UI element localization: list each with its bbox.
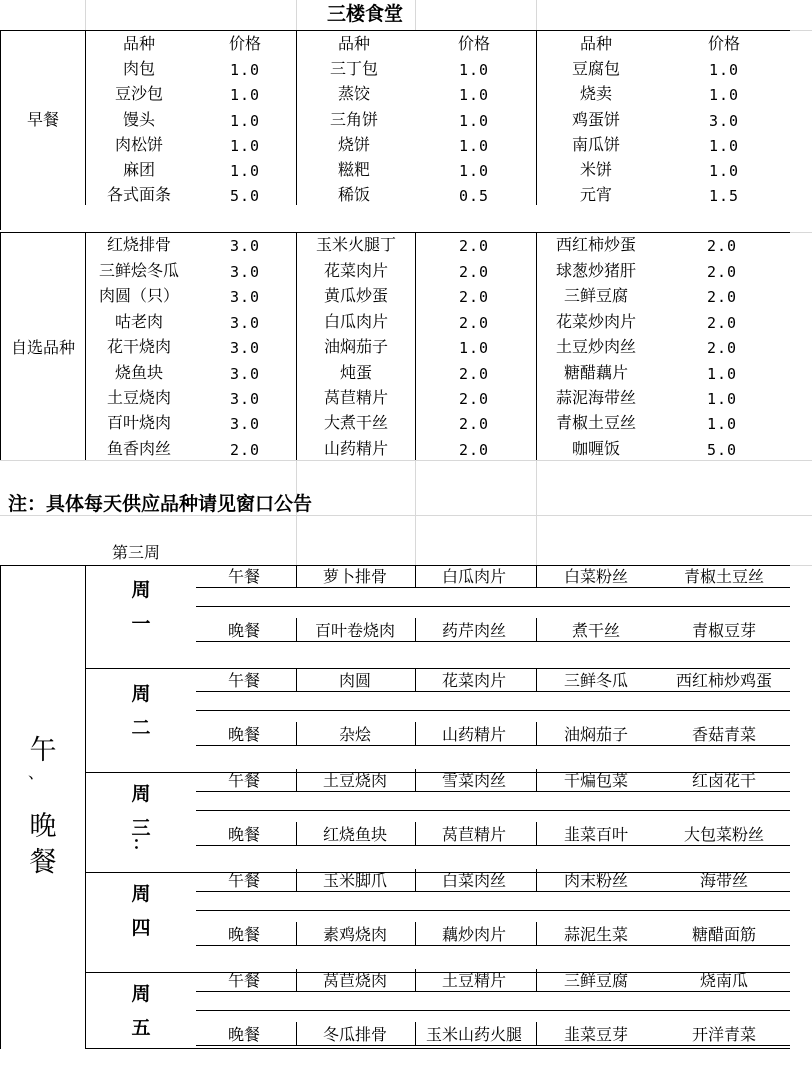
breakfast-item: 豆腐包 [571, 59, 621, 78]
column-header-price: 价格 [457, 34, 491, 53]
grid-line [415, 618, 416, 642]
lunch-dish: 白瓜肉片 [441, 567, 507, 586]
optional-item: 土豆炒肉丝 [555, 337, 637, 356]
grid-line [296, 869, 297, 892]
column-header-variety: 品种 [122, 34, 156, 53]
meal-label-dinner: 晚餐 [227, 1025, 261, 1044]
optional-item: 西红柿炒蛋 [555, 235, 637, 254]
meal-label-lunch: 午餐 [227, 567, 261, 586]
dinner-dish: 韭菜百叶 [563, 825, 629, 844]
optional-price: 1.0 [706, 365, 738, 383]
grid-line [0, 565, 1, 1049]
optional-item: 玉米火腿丁 [315, 235, 397, 254]
optional-price: 2.0 [458, 390, 490, 408]
grid-line [196, 745, 790, 746]
meal-label-lunch: 午餐 [227, 871, 261, 890]
grid-line [536, 669, 537, 692]
meal-label-dinner: 晚餐 [227, 825, 261, 844]
page-title: 三楼食堂 [326, 3, 404, 25]
meal-label-dinner: 晚餐 [227, 925, 261, 944]
grid-line [196, 1010, 790, 1011]
optional-item: 三鲜豆腐 [563, 286, 629, 305]
optional-item: 蒜泥海带丝 [555, 388, 637, 407]
grid-line [296, 232, 297, 460]
dinner-dish: 韭菜豆芽 [563, 1025, 629, 1044]
breakfast-price: 1.5 [708, 187, 740, 205]
lunch-dish: 三鲜冬瓜 [563, 671, 629, 690]
section-label-char: 餐 [29, 847, 57, 878]
lunch-dish: 白菜粉丝 [563, 567, 629, 586]
grid-line [415, 565, 416, 588]
grid-line [536, 232, 537, 460]
grid-line [0, 30, 790, 31]
breakfast-price: 3.0 [708, 112, 740, 130]
section-label-char: 午 [29, 735, 57, 766]
breakfast-price: 0.5 [458, 187, 490, 205]
grid-line [536, 565, 537, 588]
optional-item: 糖醋藕片 [563, 363, 629, 382]
grid-line [296, 565, 297, 588]
grid-line [85, 872, 790, 873]
breakfast-item: 各式面条 [106, 185, 172, 204]
optional-price: 1.0 [706, 390, 738, 408]
lunch-dish: 土豆精片 [441, 971, 507, 990]
optional-price: 2.0 [229, 441, 261, 459]
grid-line [196, 945, 790, 946]
optional-price: 2.0 [458, 314, 490, 332]
breakfast-price: 1.0 [708, 162, 740, 180]
day-name-char: 周 [131, 683, 151, 705]
gridline-light [85, 0, 86, 30]
grid-line [296, 922, 297, 946]
breakfast-price: 1.0 [229, 162, 261, 180]
optional-item: 三鲜烩冬瓜 [98, 261, 180, 280]
grid-line [415, 669, 416, 692]
gridline-light [536, 0, 537, 30]
day-name-char: 周 [131, 783, 151, 805]
grid-line [196, 606, 790, 607]
optional-item: 烧鱼块 [114, 363, 164, 382]
gridline-light [415, 0, 416, 30]
grid-line [196, 641, 790, 642]
optional-item: 肉圆（只） [98, 286, 180, 305]
day-name-char: 三 [131, 817, 151, 839]
grid-line [196, 1045, 790, 1046]
meal-label-lunch: 午餐 [227, 671, 261, 690]
grid-line [296, 669, 297, 692]
optional-item: 土豆烧肉 [106, 388, 172, 407]
gridline-light [0, 460, 812, 461]
lunch-dish: 肉末粉丝 [563, 871, 629, 890]
day-name-char: 二 [131, 717, 151, 739]
breakfast-price: 1.0 [708, 61, 740, 79]
notice-text: 注：具体每天供应品种请见窗口公告 [8, 493, 313, 515]
lunch-dish: 干煸包菜 [563, 771, 629, 790]
dinner-dish: 藕炒肉片 [441, 925, 507, 944]
grid-line [196, 791, 790, 792]
grid-line [85, 30, 86, 205]
grid-line [536, 618, 537, 642]
grid-line [196, 845, 790, 846]
optional-item: 花菜肉片 [323, 261, 389, 280]
breakfast-item: 糍粑 [337, 160, 371, 179]
optional-price: 1.0 [458, 339, 490, 357]
section-label-char: 晚 [29, 811, 57, 842]
grid-line [85, 565, 86, 1049]
optional-item: 花干烧肉 [106, 337, 172, 356]
breakfast-item: 馒头 [122, 110, 156, 129]
gridline-light [536, 460, 537, 565]
grid-line [415, 869, 416, 892]
optional-price: 3.0 [229, 288, 261, 306]
grid-line [296, 769, 297, 792]
grid-line [415, 232, 416, 460]
lunch-dish: 西红柿炒鸡蛋 [675, 671, 773, 690]
optional-item: 百叶烧肉 [106, 413, 172, 432]
dinner-dish: 杂烩 [338, 725, 372, 744]
optional-price: 1.0 [706, 415, 738, 433]
breakfast-price: 1.0 [229, 61, 261, 79]
grid-line [415, 922, 416, 946]
lunch-dish: 土豆烧肉 [322, 771, 388, 790]
grid-line [296, 618, 297, 642]
section-label-mark: 、 [28, 763, 45, 782]
grid-line [536, 1022, 537, 1046]
lunch-dish: 青椒土豆丝 [683, 567, 765, 586]
optional-item: 咖喱饭 [571, 439, 621, 458]
breakfast-price: 1.0 [229, 112, 261, 130]
breakfast-price: 1.0 [458, 61, 490, 79]
dinner-dish: 煮干丝 [571, 621, 621, 640]
breakfast-price: 1.0 [458, 86, 490, 104]
grid-line [85, 232, 86, 460]
dinner-dish: 蒜泥生菜 [563, 925, 629, 944]
breakfast-price: 1.0 [708, 137, 740, 155]
optional-price: 2.0 [458, 263, 490, 281]
optional-item: 大煮干丝 [323, 413, 389, 432]
grid-line [536, 30, 537, 205]
grid-line [85, 668, 790, 669]
optional-price: 3.0 [229, 390, 261, 408]
optional-price: 2.0 [706, 237, 738, 255]
optional-price: 5.0 [706, 441, 738, 459]
dinner-dish: 玉米山药火腿 [425, 1025, 523, 1044]
grid-line [196, 710, 790, 711]
lunch-dish: 红卤花干 [691, 771, 757, 790]
breakfast-price: 1.0 [458, 137, 490, 155]
optional-item: 咕老肉 [114, 312, 164, 331]
grid-line [196, 891, 790, 892]
optional-item: 青椒土豆丝 [555, 413, 637, 432]
optional-item: 球葱炒猪肝 [555, 261, 637, 280]
grid-line [415, 722, 416, 746]
lunch-dish: 萝卜排骨 [322, 567, 388, 586]
optional-price: 2.0 [706, 314, 738, 332]
lunch-dish: 白菜肉丝 [441, 871, 507, 890]
dinner-dish: 药芹肉丝 [441, 621, 507, 640]
meal-label-lunch: 午餐 [227, 771, 261, 790]
day-name-char: 四 [131, 917, 151, 939]
dinner-dish: 百叶卷烧肉 [314, 621, 396, 640]
meal-label-dinner: 晚餐 [227, 725, 261, 744]
optional-item: 鱼香肉丝 [106, 439, 172, 458]
optional-item: 红烧排骨 [106, 235, 172, 254]
breakfast-price: 1.0 [229, 137, 261, 155]
optional-price: 2.0 [706, 263, 738, 281]
column-header-variety: 品种 [579, 34, 613, 53]
breakfast-item: 稀饭 [337, 185, 371, 204]
optional-price: 2.0 [706, 288, 738, 306]
optional-price: 2.0 [458, 288, 490, 306]
grid-line [536, 969, 537, 992]
dinner-dish: 红烧鱼块 [322, 825, 388, 844]
grid-line [415, 969, 416, 992]
breakfast-price: 1.0 [229, 86, 261, 104]
day-name-char: 周 [131, 983, 151, 1005]
breakfast-item: 烧饼 [337, 135, 371, 154]
breakfast-price: 1.0 [458, 112, 490, 130]
grid-line [196, 587, 790, 588]
grid-line [0, 232, 790, 233]
grid-line [196, 691, 790, 692]
grid-line [196, 991, 790, 992]
grid-line [0, 565, 790, 566]
grid-line [85, 972, 790, 973]
optional-item: 黄瓜炒蛋 [323, 286, 389, 305]
dinner-dish: 大包菜粉丝 [683, 825, 765, 844]
dinner-dish: 莴苣精片 [441, 825, 507, 844]
optional-price: 2.0 [706, 339, 738, 357]
grid-line [536, 869, 537, 892]
gridline-light [415, 460, 416, 565]
grid-line [536, 769, 537, 792]
dinner-dish: 青椒豆芽 [691, 621, 757, 640]
column-header-price: 价格 [707, 34, 741, 53]
optional-label: 自选品种 [10, 338, 76, 357]
breakfast-item: 三角饼 [329, 110, 379, 129]
grid-line [415, 822, 416, 846]
optional-item: 莴苣精片 [323, 388, 389, 407]
breakfast-item: 元宵 [579, 185, 613, 204]
column-header-price: 价格 [228, 34, 262, 53]
lunch-dish: 海带丝 [699, 871, 749, 890]
grid-line [0, 232, 1, 460]
breakfast-item: 烧卖 [579, 84, 613, 103]
lunch-dish: 花菜肉片 [441, 671, 507, 690]
breakfast-item: 鸡蛋饼 [571, 110, 621, 129]
day-name-char: 周 [131, 579, 151, 601]
breakfast-item: 肉松饼 [114, 135, 164, 154]
optional-price: 3.0 [229, 263, 261, 281]
meal-label-dinner: 晚餐 [227, 621, 261, 640]
dinner-dish: 山药精片 [441, 725, 507, 744]
grid-line [0, 30, 1, 230]
optional-price: 3.0 [229, 237, 261, 255]
optional-price: 3.0 [229, 314, 261, 332]
grid-line [296, 969, 297, 992]
optional-price: 2.0 [458, 415, 490, 433]
grid-line [85, 1048, 790, 1049]
week-label: 第三周 [112, 543, 161, 562]
grid-line [196, 810, 790, 811]
optional-item: 白瓜肉片 [323, 312, 389, 331]
optional-item: 山药精片 [323, 439, 389, 458]
breakfast-item: 南瓜饼 [571, 135, 621, 154]
optional-item: 花菜炒肉片 [555, 312, 637, 331]
optional-price: 2.0 [458, 237, 490, 255]
lunch-dish: 烧南瓜 [699, 971, 749, 990]
optional-price: 2.0 [458, 441, 490, 459]
breakfast-item: 米饼 [579, 160, 613, 179]
dinner-dish: 油焖茄子 [563, 725, 629, 744]
grid-line [196, 910, 790, 911]
dinner-dish: 香菇青菜 [691, 725, 757, 744]
optional-item: 油焖茄子 [323, 337, 389, 356]
lunch-dish: 玉米脚爪 [322, 871, 388, 890]
breakfast-item: 豆沙包 [114, 84, 164, 103]
dinner-dish: 素鸡烧肉 [322, 925, 388, 944]
lunch-dish: 三鲜豆腐 [563, 971, 629, 990]
breakfast-item: 三丁包 [329, 59, 379, 78]
gridline-light [296, 0, 297, 30]
meal-label-lunch: 午餐 [227, 971, 261, 990]
column-header-variety: 品种 [337, 34, 371, 53]
breakfast-item: 麻团 [122, 160, 156, 179]
lunch-dish: 肉圆 [338, 671, 372, 690]
dinner-dish: 冬瓜排骨 [322, 1025, 388, 1044]
grid-line [296, 822, 297, 846]
grid-line [85, 772, 790, 773]
day-name-char: 一 [131, 613, 151, 635]
day-name-char: ： [132, 834, 150, 854]
grid-line [415, 1022, 416, 1046]
lunch-dish: 莴苣烧肉 [322, 971, 388, 990]
breakfast-item: 肉包 [122, 59, 156, 78]
breakfast-label: 早餐 [26, 110, 60, 129]
optional-price: 3.0 [229, 365, 261, 383]
grid-line [415, 769, 416, 792]
optional-item: 炖蛋 [339, 363, 373, 382]
dinner-dish: 糖醋面筋 [691, 925, 757, 944]
breakfast-item: 蒸饺 [337, 84, 371, 103]
grid-line [536, 922, 537, 946]
grid-line [536, 822, 537, 846]
grid-line [296, 1022, 297, 1046]
grid-line [296, 722, 297, 746]
optional-price: 3.0 [229, 339, 261, 357]
grid-line [296, 30, 297, 205]
lunch-dish: 雪菜肉丝 [441, 771, 507, 790]
optional-price: 2.0 [458, 365, 490, 383]
dinner-dish: 开洋青菜 [691, 1025, 757, 1044]
day-name-char: 周 [131, 883, 151, 905]
breakfast-price: 1.0 [458, 162, 490, 180]
breakfast-price: 1.0 [708, 86, 740, 104]
day-name-char: 五 [131, 1017, 151, 1039]
breakfast-price: 5.0 [229, 187, 261, 205]
optional-price: 3.0 [229, 415, 261, 433]
grid-line [536, 722, 537, 746]
